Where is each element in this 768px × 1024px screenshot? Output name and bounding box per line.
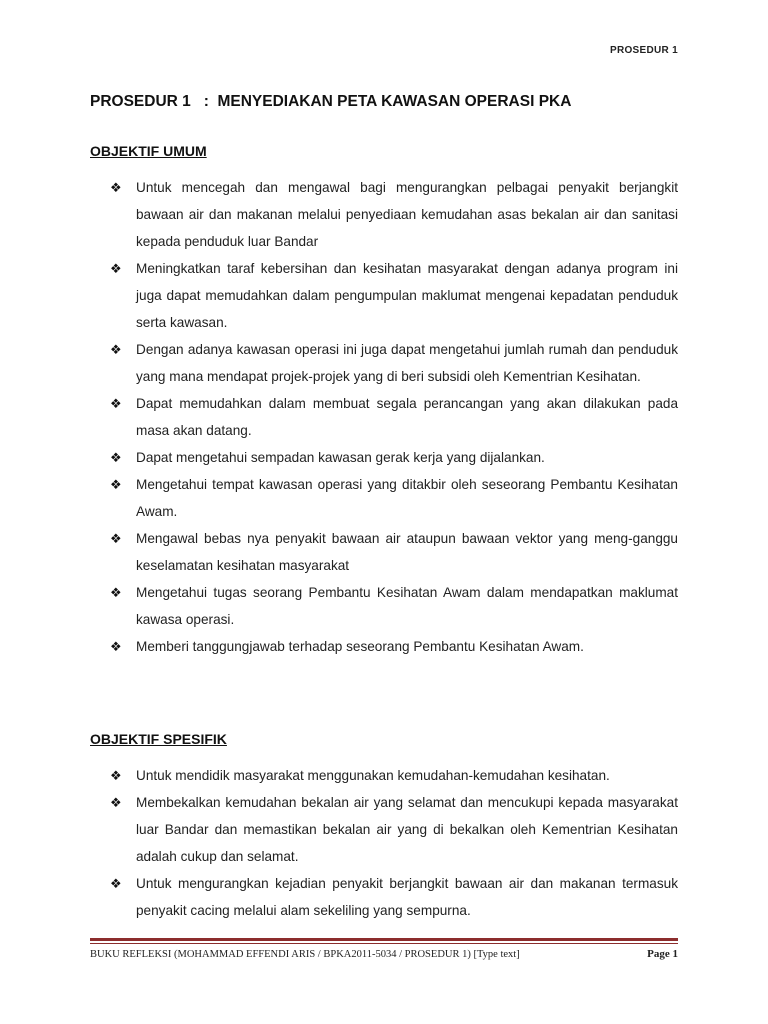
list-item: ❖ Dapat mengetahui sempadan kawasan gerak kerja yang dijalankan. bbox=[90, 444, 678, 471]
list-item: ❖ Untuk mendidik masyarakat menggunakan kemudahan-kemudahan kesihatan. bbox=[90, 762, 678, 789]
list-item: ❖ Mengetahui tempat kawasan operasi yang ditakbir oleh seseorang Pembantu Kesihatan Awam. bbox=[90, 471, 678, 525]
footer-rule-thin bbox=[90, 943, 678, 944]
running-header: PROSEDUR 1 bbox=[609, 45, 678, 56]
list-item: ❖ Membekalkan kemudahan bekalan air yang selamat dan mencukupi kepada masyarakat luar Bandar dan memastikan bekalan air yang di bekalkan oleh Kementrian Kesihatan adalah cukup dan selamat. bbox=[90, 789, 678, 870]
footer-text: BUKU REFLEKSI (MOHAMMAD EFFENDI ARIS / BPKA2011-5034 / PROSEDUR 1) [Type text] bbox=[90, 949, 520, 960]
diamond-bullet-icon: ❖ bbox=[110, 639, 122, 654]
list-item: ❖ Mengetahui tugas seorang Pembantu Kesihatan Awam dalam mendapatkan maklumat kawasa operasi. bbox=[90, 579, 678, 633]
objektif-umum-list bbox=[90, 174, 678, 660]
diamond-bullet-icon: ❖ bbox=[110, 768, 122, 783]
list-item: ❖ Untuk mencegah dan mengawal bagi mengurangkan pelbagai penyakit berjangkit bawaan air dan makanan melalui penyediaan kemudahan asas bekalan air dan sanitasi kepada penduduk luar Bandar bbox=[90, 174, 678, 255]
list-item: ❖ Mengawal bebas nya penyakit bawaan air ataupun bawaan vektor yang meng-ganggu keselamatan kesihatan masyarakat bbox=[90, 525, 678, 579]
list-item: ❖ Untuk mengurangkan kejadian penyakit berjangkit bawaan air dan makanan termasuk penyakit cacing melalui alam sekeliling yang sempurna. bbox=[90, 870, 678, 924]
diamond-bullet-icon: ❖ bbox=[110, 531, 122, 546]
list-item: ❖ Dengan adanya kawasan operasi ini juga dapat mengetahui jumlah rumah dan penduduk yang mana mendapat projek-projek yang di beri subsidi oleh Kementrian Kesihatan. bbox=[90, 336, 678, 390]
objektif-spesifik-list bbox=[90, 762, 678, 924]
page-title: PROSEDUR 1 : MENYEDIAKAN PETA KAWASAN OPERASI PKA bbox=[90, 93, 572, 110]
footer-rule-thick bbox=[90, 938, 678, 941]
diamond-bullet-icon: ❖ bbox=[110, 477, 122, 492]
section-heading-objektif-umum: OBJEKTIF UMUM bbox=[90, 143, 207, 159]
diamond-bullet-icon: ❖ bbox=[110, 795, 122, 810]
section-heading-objektif-spesifik: OBJEKTIF SPESIFIK bbox=[90, 731, 227, 747]
diamond-bullet-icon: ❖ bbox=[110, 396, 122, 411]
diamond-bullet-icon: ❖ bbox=[110, 261, 122, 276]
diamond-bullet-icon: ❖ bbox=[110, 450, 122, 465]
diamond-bullet-icon: ❖ bbox=[110, 342, 122, 357]
diamond-bullet-icon: ❖ bbox=[110, 585, 122, 600]
list-item: ❖ Memberi tanggungjawab terhadap seseorang Pembantu Kesihatan Awam. bbox=[90, 633, 678, 660]
list-item: ❖ Meningkatkan taraf kebersihan dan kesihatan masyarakat dengan adanya program ini juga dapat memudahkan dalam pengumpulan maklumat mengenai kepadatan penduduk serta kawasan. bbox=[90, 255, 678, 336]
diamond-bullet-icon: ❖ bbox=[110, 876, 122, 891]
diamond-bullet-icon: ❖ bbox=[110, 180, 122, 195]
page-number: Page 1 bbox=[647, 948, 678, 960]
list-item: ❖ Dapat memudahkan dalam membuat segala perancangan yang akan dilakukan pada masa akan datang. bbox=[90, 390, 678, 444]
